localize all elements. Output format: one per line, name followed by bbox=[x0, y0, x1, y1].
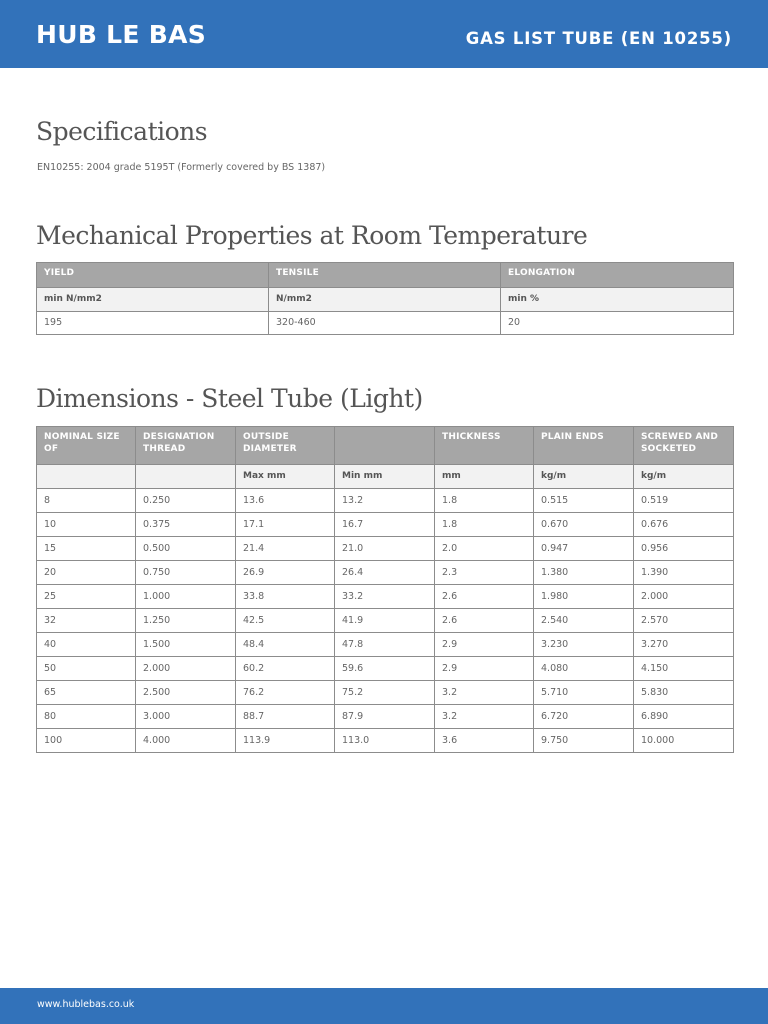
page-header bbox=[0, 0, 768, 68]
table-cell: 41.9 bbox=[335, 609, 435, 633]
table-cell: 0.519 bbox=[634, 489, 734, 513]
table-cell: 3.000 bbox=[136, 705, 236, 729]
units-row bbox=[37, 465, 734, 489]
table-row bbox=[37, 312, 734, 335]
table-cell: 320-460 bbox=[269, 312, 501, 335]
table-cell: 0.250 bbox=[136, 489, 236, 513]
table-cell: 65 bbox=[37, 681, 136, 705]
dimensions-heading: Dimensions - Steel Tube (Light) bbox=[36, 384, 423, 413]
table-row bbox=[37, 705, 734, 729]
table-cell: 2.3 bbox=[435, 561, 534, 585]
table-cell: 2.9 bbox=[435, 657, 534, 681]
table-cell: 76.2 bbox=[236, 681, 335, 705]
table-cell: 20 bbox=[37, 561, 136, 585]
unit-cell: mm bbox=[435, 465, 534, 489]
table-cell: 1.980 bbox=[534, 585, 634, 609]
table-cell: 0.375 bbox=[136, 513, 236, 537]
column-header: SCREWED AND SOCKETED bbox=[634, 427, 734, 465]
column-header: NOMINAL SIZE OF bbox=[37, 427, 136, 465]
table-cell: 32 bbox=[37, 609, 136, 633]
table-cell: 33.8 bbox=[236, 585, 335, 609]
table-row bbox=[37, 633, 734, 657]
table-cell: 100 bbox=[37, 729, 136, 753]
table-cell: 26.4 bbox=[335, 561, 435, 585]
column-header: YIELD bbox=[37, 263, 269, 288]
units-row bbox=[37, 288, 734, 312]
unit-cell: Max mm bbox=[236, 465, 335, 489]
column-header bbox=[335, 427, 435, 465]
table-cell: 13.6 bbox=[236, 489, 335, 513]
table-cell: 1.8 bbox=[435, 489, 534, 513]
table-row bbox=[37, 681, 734, 705]
table-cell: 17.1 bbox=[236, 513, 335, 537]
table-cell: 1.8 bbox=[435, 513, 534, 537]
table-cell: 47.8 bbox=[335, 633, 435, 657]
table-cell: 6.720 bbox=[534, 705, 634, 729]
table-cell: 0.956 bbox=[634, 537, 734, 561]
table-cell: 3.6 bbox=[435, 729, 534, 753]
column-header: TENSILE bbox=[269, 263, 501, 288]
table-cell: 40 bbox=[37, 633, 136, 657]
column-header: ELONGATION bbox=[501, 263, 734, 288]
table-cell: 4.080 bbox=[534, 657, 634, 681]
page-footer bbox=[0, 988, 768, 1024]
column-header: DESIGNATION THREAD bbox=[136, 427, 236, 465]
document-title: GAS LIST TUBE (EN 10255) bbox=[465, 29, 732, 48]
table-cell: 3.270 bbox=[634, 633, 734, 657]
table-cell: 0.947 bbox=[534, 537, 634, 561]
table-cell: 2.0 bbox=[435, 537, 534, 561]
table-cell: 2.9 bbox=[435, 633, 534, 657]
table-cell: 8 bbox=[37, 489, 136, 513]
table-row bbox=[37, 537, 734, 561]
table-cell: 4.150 bbox=[634, 657, 734, 681]
table-cell: 87.9 bbox=[335, 705, 435, 729]
unit-cell: kg/m bbox=[534, 465, 634, 489]
unit-cell bbox=[37, 465, 136, 489]
table-cell: 21.0 bbox=[335, 537, 435, 561]
mechanical-heading: Mechanical Properties at Room Temperature bbox=[36, 221, 588, 250]
table-cell: 1.380 bbox=[534, 561, 634, 585]
specifications-text: EN10255: 2004 grade 5195T (Formerly covered by BS 1387) bbox=[37, 162, 326, 173]
company-logo: HUB LE BAS bbox=[36, 20, 207, 49]
table-cell: 113.9 bbox=[236, 729, 335, 753]
table-header-row bbox=[37, 263, 734, 288]
table-cell: 10.000 bbox=[634, 729, 734, 753]
table-cell: 0.670 bbox=[534, 513, 634, 537]
unit-cell: N/mm2 bbox=[269, 288, 501, 312]
table-cell: 1.250 bbox=[136, 609, 236, 633]
unit-cell bbox=[136, 465, 236, 489]
table-cell: 33.2 bbox=[335, 585, 435, 609]
table-cell: 80 bbox=[37, 705, 136, 729]
table-cell: 1.500 bbox=[136, 633, 236, 657]
table-cell: 48.4 bbox=[236, 633, 335, 657]
column-header: THICKNESS bbox=[435, 427, 534, 465]
table-row bbox=[37, 561, 734, 585]
table-cell: 10 bbox=[37, 513, 136, 537]
mechanical-properties-table bbox=[36, 262, 734, 335]
table-cell: 2.000 bbox=[634, 585, 734, 609]
table-row bbox=[37, 513, 734, 537]
unit-cell: min N/mm2 bbox=[37, 288, 269, 312]
unit-cell: Min mm bbox=[335, 465, 435, 489]
table-cell: 75.2 bbox=[335, 681, 435, 705]
table-row bbox=[37, 585, 734, 609]
website-url: www.hublebas.co.uk bbox=[37, 999, 135, 1010]
table-cell: 0.750 bbox=[136, 561, 236, 585]
table-row bbox=[37, 729, 734, 753]
table-cell: 2.570 bbox=[634, 609, 734, 633]
table-cell: 3.2 bbox=[435, 681, 534, 705]
table-cell: 13.2 bbox=[335, 489, 435, 513]
table-cell: 5.830 bbox=[634, 681, 734, 705]
table-cell: 0.500 bbox=[136, 537, 236, 561]
table-cell: 9.750 bbox=[534, 729, 634, 753]
specifications-heading: Specifications bbox=[36, 117, 208, 146]
table-cell: 4.000 bbox=[136, 729, 236, 753]
table-cell: 5.710 bbox=[534, 681, 634, 705]
table-cell: 2.500 bbox=[136, 681, 236, 705]
table-cell: 2.6 bbox=[435, 609, 534, 633]
table-header-row bbox=[37, 427, 734, 465]
table-cell: 195 bbox=[37, 312, 269, 335]
table-cell: 6.890 bbox=[634, 705, 734, 729]
table-row bbox=[37, 489, 734, 513]
table-cell: 0.515 bbox=[534, 489, 634, 513]
column-header: OUTSIDE DIAMETER bbox=[236, 427, 335, 465]
column-header: PLAIN ENDS bbox=[534, 427, 634, 465]
table-cell: 113.0 bbox=[335, 729, 435, 753]
table-cell: 59.6 bbox=[335, 657, 435, 681]
table-cell: 50 bbox=[37, 657, 136, 681]
table-cell: 60.2 bbox=[236, 657, 335, 681]
table-cell: 1.390 bbox=[634, 561, 734, 585]
table-row bbox=[37, 609, 734, 633]
table-row bbox=[37, 657, 734, 681]
table-cell: 25 bbox=[37, 585, 136, 609]
table-cell: 3.2 bbox=[435, 705, 534, 729]
table-cell: 26.9 bbox=[236, 561, 335, 585]
unit-cell: kg/m bbox=[634, 465, 734, 489]
table-cell: 2.6 bbox=[435, 585, 534, 609]
table-cell: 20 bbox=[501, 312, 734, 335]
table-cell: 2.000 bbox=[136, 657, 236, 681]
table-cell: 0.676 bbox=[634, 513, 734, 537]
table-cell: 88.7 bbox=[236, 705, 335, 729]
table-cell: 16.7 bbox=[335, 513, 435, 537]
unit-cell: min % bbox=[501, 288, 734, 312]
table-cell: 21.4 bbox=[236, 537, 335, 561]
dimensions-table bbox=[36, 426, 734, 753]
table-cell: 1.000 bbox=[136, 585, 236, 609]
table-cell: 42.5 bbox=[236, 609, 335, 633]
table-cell: 2.540 bbox=[534, 609, 634, 633]
table-cell: 3.230 bbox=[534, 633, 634, 657]
table-cell: 15 bbox=[37, 537, 136, 561]
